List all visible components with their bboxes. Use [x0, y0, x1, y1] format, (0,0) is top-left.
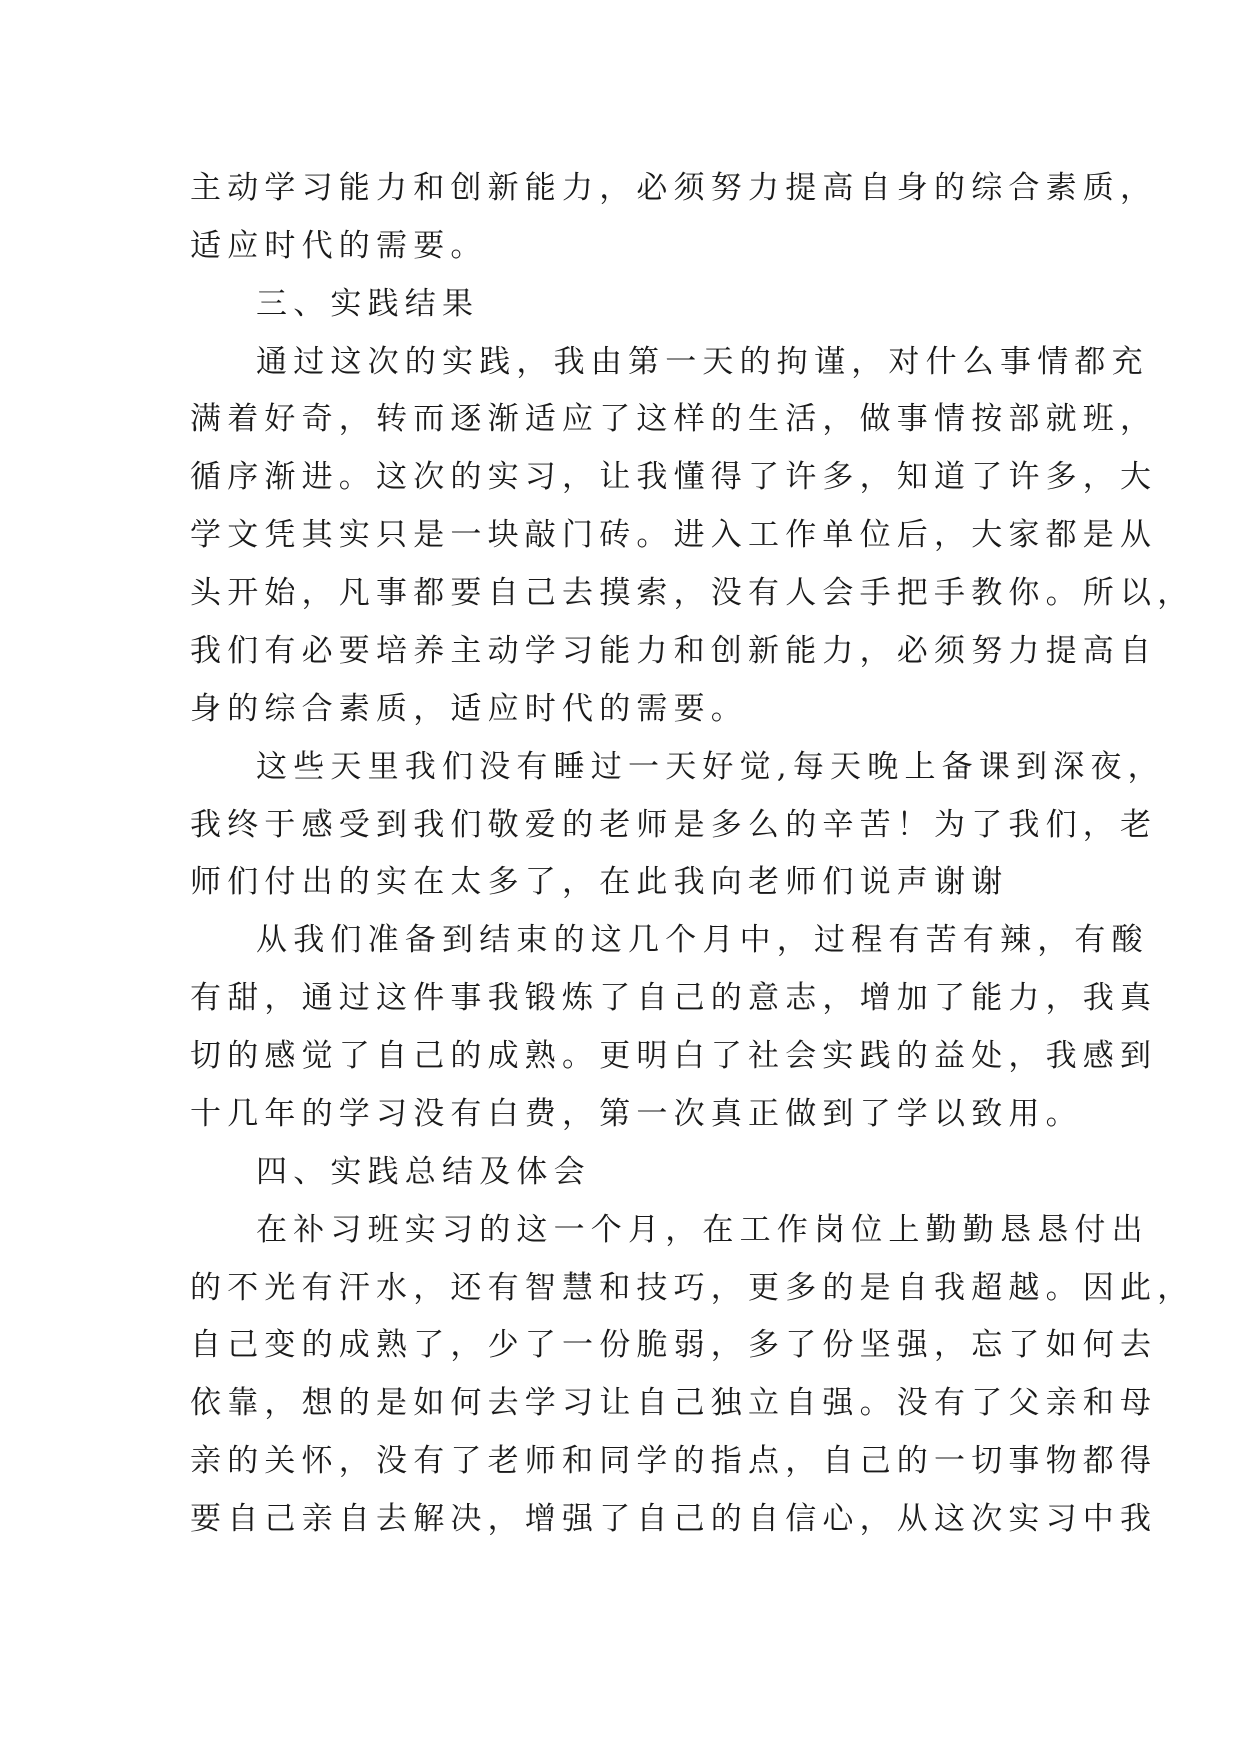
text-line: 依靠，想的是如何去学习让自己独立自强。没有了父亲和母: [190, 1385, 1158, 1421]
text-line: 我们有必要培养主动学习能力和创新能力，必须努力提高自: [190, 633, 1158, 669]
text-line: 身的综合素质，适应时代的需要。: [190, 691, 748, 727]
text-line: 从我们准备到结束的这几个月中，过程有苦有辣，有酸: [256, 922, 1149, 958]
text-line: 亲的关怀，没有了老师和同学的指点，自己的一切事物都得: [190, 1443, 1158, 1479]
text-line: 师们付出的实在太多了，在此我向老师们说声谢谢: [190, 864, 1009, 900]
text-line: 有甜，通过这件事我锻炼了自己的意志，增加了能力，我真: [190, 980, 1158, 1016]
text-line: 头开始，凡事都要自己去摸索，没有人会手把手教你。所以，: [190, 575, 1195, 611]
text-line: 的不光有汗水，还有智慧和技巧，更多的是自我超越。因此，: [190, 1270, 1195, 1306]
text-line: 适应时代的需要。: [190, 228, 488, 264]
text-line: 十几年的学习没有白费，第一次真正做到了学以致用。: [190, 1096, 1083, 1132]
text-line: 切的感觉了自己的成熟。更明白了社会实践的益处，我感到: [190, 1038, 1158, 1074]
text-line: 在补习班实习的这一个月，在工作岗位上勤勤恳恳付出: [256, 1212, 1149, 1248]
section-heading: 四、实践总结及体会: [256, 1154, 591, 1190]
text-line: 通过这次的实践，我由第一天的拘谨，对什么事情都充: [256, 344, 1149, 380]
text-line: 我终于感受到我们敬爱的老师是多么的辛苦！为了我们，老: [190, 807, 1158, 843]
text-line: 满着好奇，转而逐渐适应了这样的生活，做事情按部就班，: [190, 401, 1158, 437]
text-line: 主动学习能力和创新能力，必须努力提高自身的综合素质，: [190, 170, 1158, 206]
text-line: 要自己亲自去解决，增强了自己的自信心，从这次实习中我: [190, 1501, 1158, 1537]
text-line: 自己变的成熟了，少了一份脆弱，多了份坚强，忘了如何去: [190, 1327, 1158, 1363]
section-heading: 三、实践结果: [256, 286, 480, 322]
text-line: 这些天里我们没有睡过一天好觉,每天晚上备课到深夜，: [256, 749, 1165, 785]
text-line: 循序渐进。这次的实习，让我懂得了许多，知道了许多，大: [190, 459, 1158, 495]
text-line: 学文凭其实只是一块敲门砖。进入工作单位后，大家都是从: [190, 517, 1158, 553]
